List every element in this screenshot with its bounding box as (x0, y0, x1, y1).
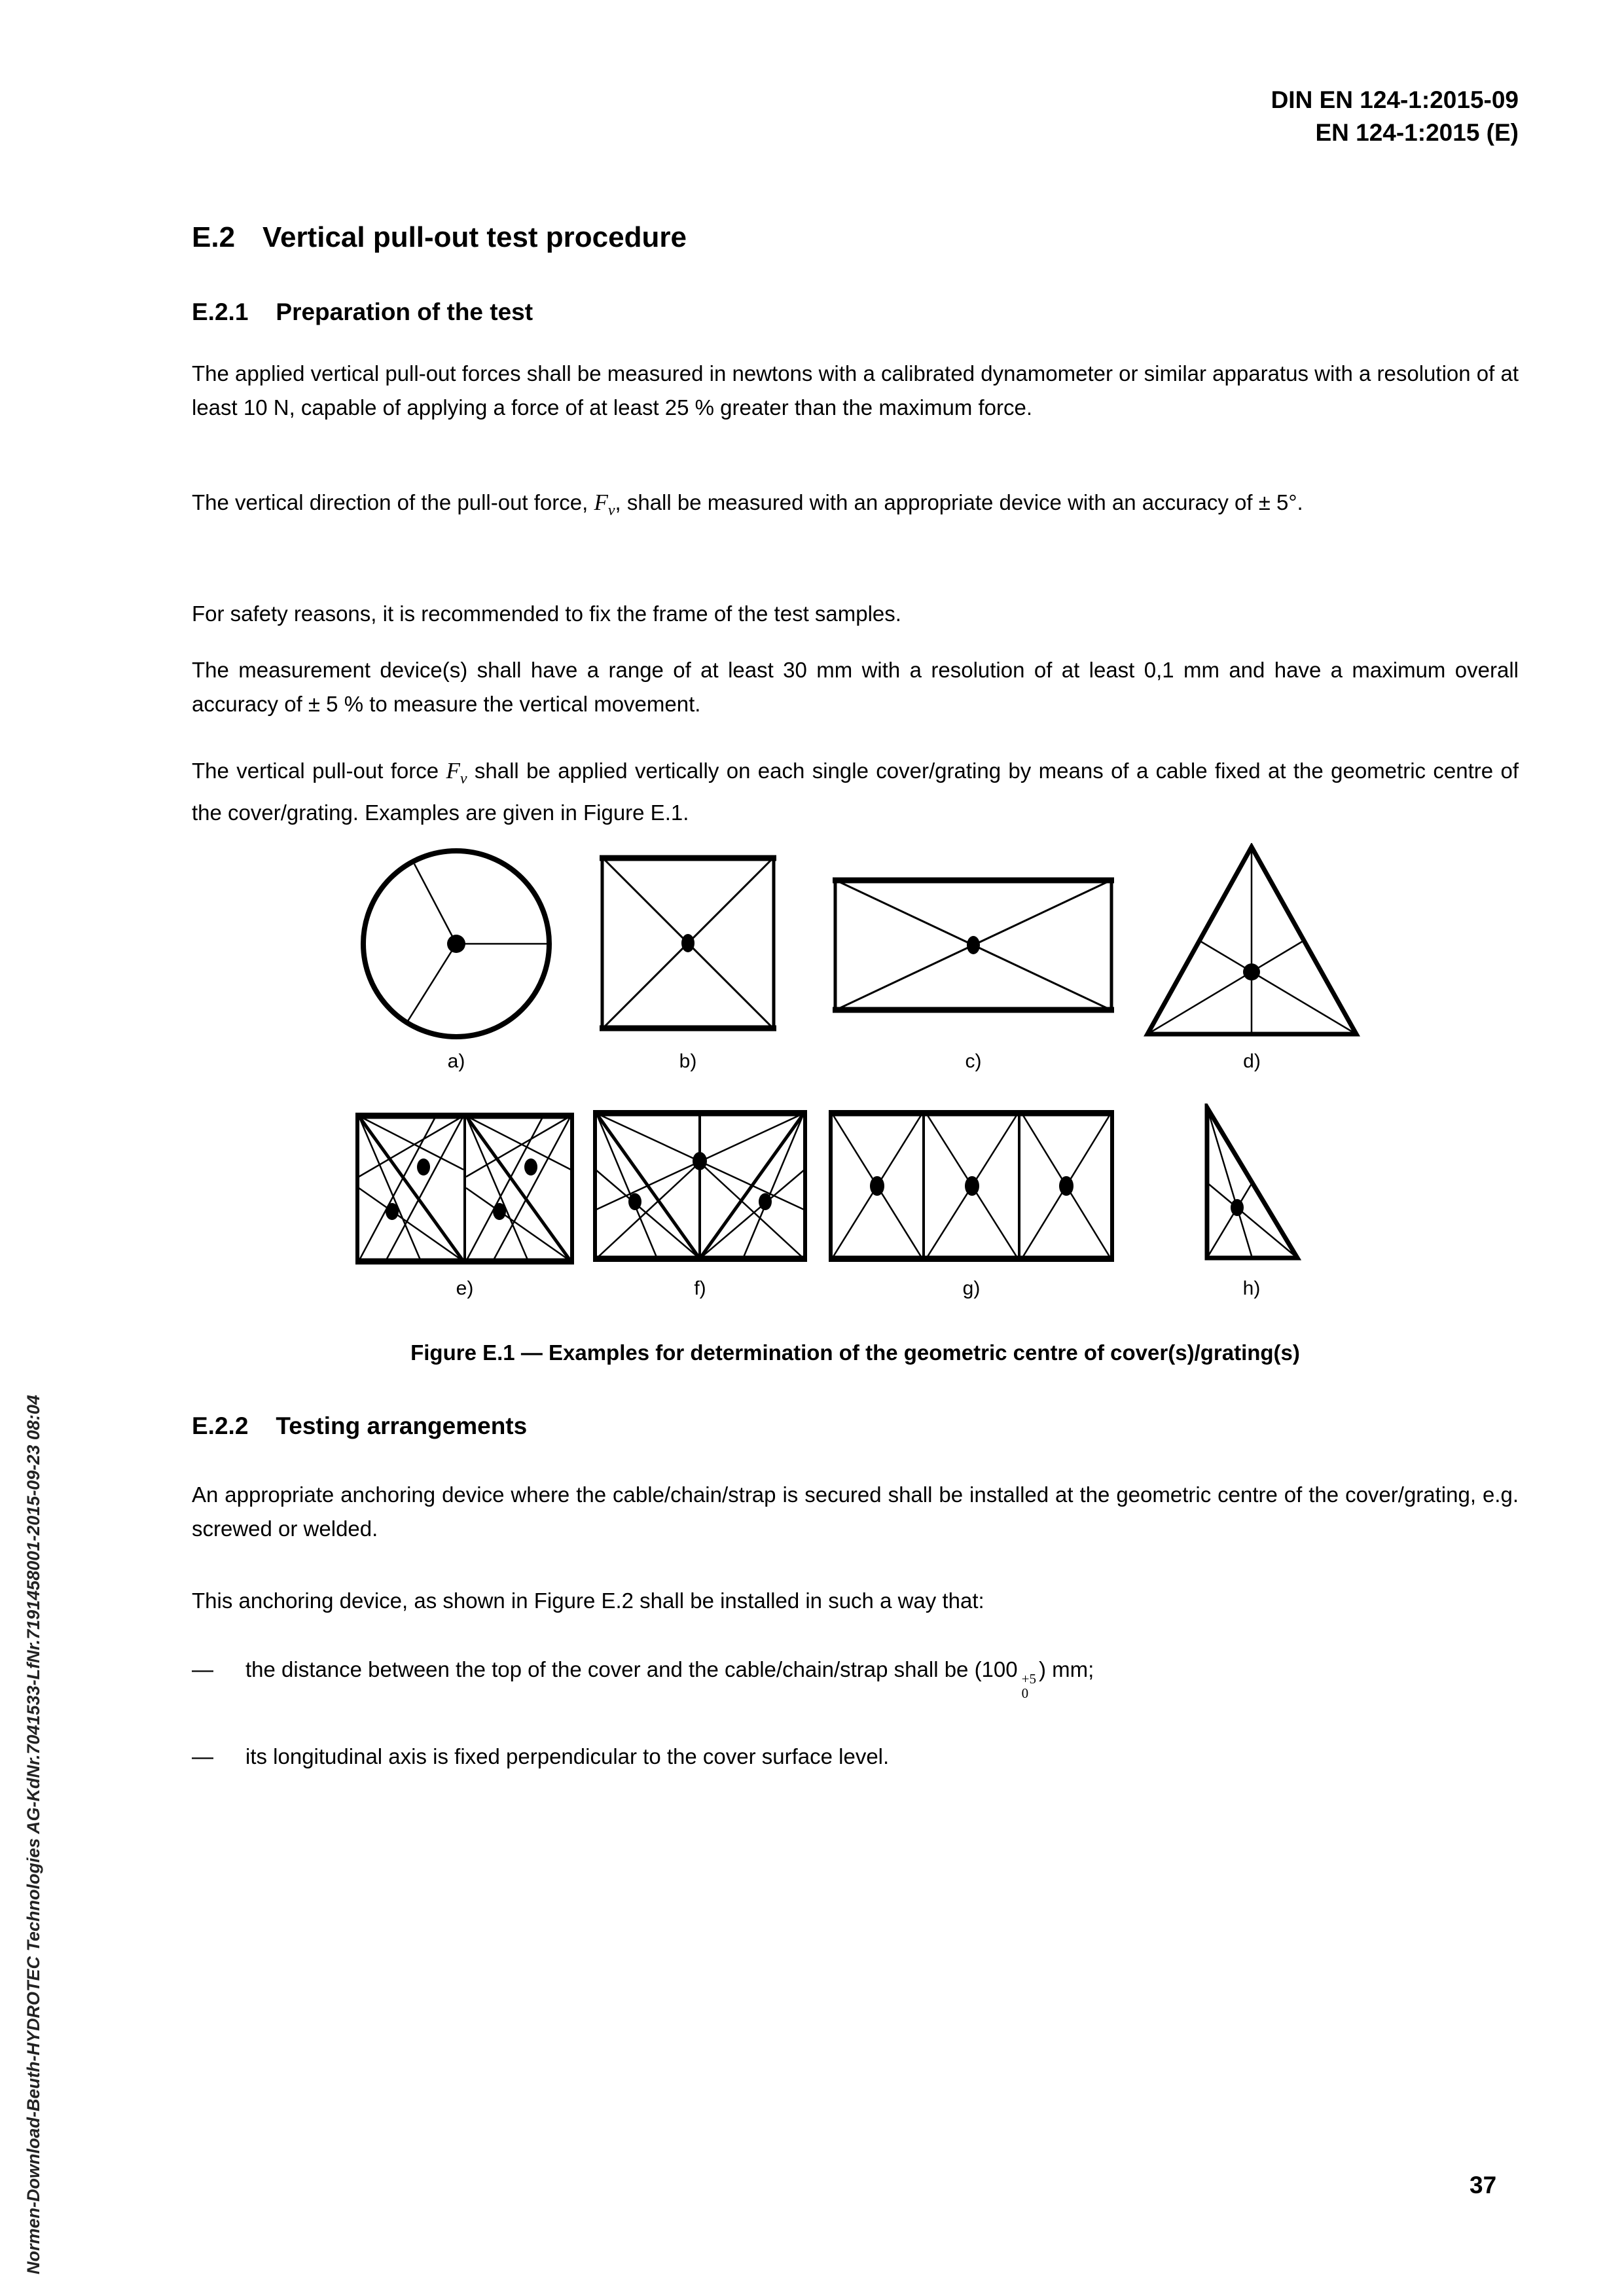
section-e2-number: E.2 (192, 221, 236, 253)
figure-label-g: g) (962, 1278, 981, 1299)
tolerance-stack (1022, 1672, 1036, 1700)
doc-number-line2: EN 124-1:2015 (E) (1315, 119, 1519, 146)
paragraph-2 (192, 486, 1519, 528)
force-symbol: F (594, 490, 608, 515)
bullet-2-text: its longitudinal axis is fixed perpendicular to the cover surface level. (245, 1744, 890, 1768)
paragraph-1: The applied vertical pull-out forces shall be measured in newtons with a calibrated dynamometer or similar apparatus with a resolution of at least 10 N, capable of applying a force of at least 25 % greater than the maximum force. (192, 361, 1519, 420)
figure-label-f: f) (694, 1278, 706, 1299)
bullet-dash-1: — (192, 1657, 213, 1681)
paragraph-2-pre: The vertical direction of the pull-out force, (192, 490, 594, 514)
figure-shape-a-circle (352, 844, 560, 1047)
section-e21-heading (192, 298, 533, 326)
figure-shape-c-rectangle (833, 877, 1114, 1013)
figure-label-c: c) (965, 1050, 982, 1072)
figure-label-d: d) (1243, 1050, 1261, 1072)
bullet-item-1 (192, 1653, 1519, 1700)
section-e21-number: E.2.1 (192, 298, 249, 325)
section-e21-title: Preparation of the test (276, 298, 533, 325)
figure-shape-g-three-panel (829, 1110, 1114, 1262)
figure-label-e: e) (456, 1278, 474, 1299)
paragraph-5-pre: The vertical pull-out force (192, 759, 446, 783)
bullet-1-text (245, 1653, 1094, 1700)
tolerance-upper: +5 (1021, 1671, 1036, 1687)
bullet-item-2 (192, 1740, 1519, 1774)
section-e22-title: Testing arrangements (276, 1412, 528, 1439)
figure-shape-d-triangle (1142, 843, 1362, 1039)
section-e2-title: Vertical pull-out test procedure (262, 221, 687, 253)
paragraph-3: For safety reasons, it is recommended to fix the frame of the test samples. (192, 601, 901, 626)
paragraph-5-post: shall be applied vertically on each single cover/grating by means of a cable fixed at the geometric centre of the cover/grating. Examples are given in Figure E.1. (192, 759, 1519, 825)
force-subscript: v (607, 502, 615, 519)
figure-caption: Figure E.1 — Examples for determination of the geometric centre of cover(s)/grating(s) (410, 1340, 1300, 1365)
figure-label-h: h) (1242, 1278, 1261, 1299)
paragraph-2-post: , shall be measured with an appropriate device with an accuracy of ± 5°. (615, 490, 1303, 514)
bullet-dash-2: — (192, 1744, 213, 1768)
figure-label-a: a) (447, 1050, 465, 1072)
paragraph-7: This anchoring device, as shown in Figure E.2 shall be installed in such a way that: (192, 1588, 984, 1613)
section-e2-heading (192, 221, 687, 254)
page-number: 37 (1470, 2172, 1497, 2198)
force-subscript-2: v (460, 770, 467, 787)
watermark-text: Normen-Download-Beuth-HYDROTEC Technologies AG-KdNr.7041533-LfNr.7191458001-2015-09-23 08:04 (24, 1395, 43, 2274)
document-header (105, 84, 1519, 149)
figure-shape-b-square (600, 855, 776, 1031)
force-symbol-fv (594, 490, 615, 519)
section-e22-number: E.2.2 (192, 1412, 249, 1439)
tolerance-lower: 0 (1021, 1685, 1029, 1702)
paragraph-5 (192, 754, 1519, 830)
force-symbol-fv-2 (446, 758, 467, 787)
bullet-1-post: ) mm; (1038, 1657, 1094, 1681)
paragraph-6: An appropriate anchoring device where the cable/chain/strap is secured shall be installed at the geometric centre of the cover/grating, e.g. screwed or welded. (192, 1482, 1519, 1541)
paragraph-4: The measurement device(s) shall have a range of at least 30 mm with a resolution of at least 0,1 mm and have a maximum overall accuracy of ± 5 % to measure the vertical movement. (192, 658, 1519, 716)
figure-shape-f-radiating (593, 1110, 807, 1262)
doc-number-line1: DIN EN 124-1:2015-09 (1271, 86, 1519, 113)
section-e22-heading (192, 1412, 527, 1440)
figure-label-b: b) (679, 1050, 697, 1072)
force-symbol-2: F (446, 758, 460, 783)
figure-shape-e-two-panel (355, 1113, 574, 1265)
figure-shape-h-right-triangle (1202, 1103, 1301, 1262)
bullet-1-pre: the distance between the top of the cover and the cable/chain/strap shall be (100 (245, 1657, 1018, 1681)
